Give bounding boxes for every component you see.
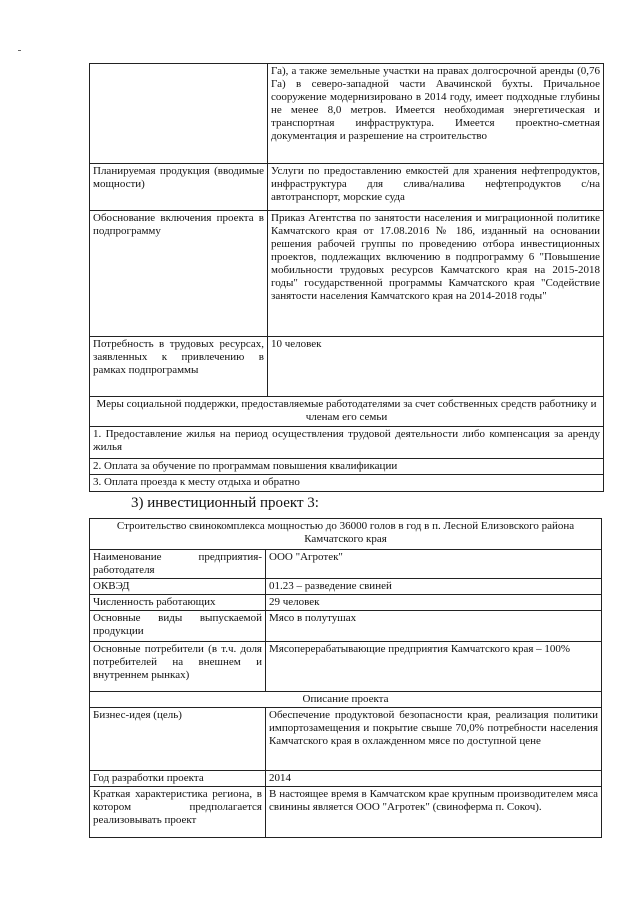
- table-row: [90, 475, 604, 492]
- row-value: Приказ Агентства по занятости населения и миграционной политике Камчатского края от 17.08.2016 № 186, изданный на основании решения рабочей группы по проведению отбора инвестиционных проектов, подлежащих включению в подпрограмму 6 "Повышение мобильности трудовых ресурсов Камчатского края на 2015-2018 годы" государственной программы Камчатского края "Содействие занятости населения Камчатского края на 2014-2018 годы": [268, 211, 604, 337]
- table-row: [90, 708, 602, 771]
- table-row: [90, 642, 602, 692]
- project-2-table: [89, 63, 604, 492]
- row-value: 10 человек: [268, 337, 604, 397]
- row-value: В настоящее время в Камчатском крае крупным производителем мяса свинины является ООО "Агротек" (свиноферма п. Сокоч).: [266, 787, 602, 838]
- row-label: ОКВЭД: [90, 579, 266, 595]
- row-value: ООО "Агротек": [266, 550, 602, 579]
- table-row: [90, 337, 604, 397]
- list-item: 3. Оплата проезда к месту отдыха и обратно: [90, 475, 604, 492]
- table-row: [90, 611, 602, 642]
- section-header: Меры социальной поддержки, предоставляемые работодателями за счет собственных средств работнику и членам его семьи: [90, 397, 604, 427]
- table-row: [90, 550, 602, 579]
- row-label: Основные потребители (в т.ч. доля потребителей на внешнем и внутреннем рынках): [90, 642, 266, 692]
- row-label: Наименование предприятия-работодателя: [90, 550, 266, 579]
- table-row: [90, 427, 604, 459]
- table-row: [90, 692, 602, 708]
- table-row: [90, 771, 602, 787]
- row-label: Планируемая продукция (вводимые мощности): [90, 164, 268, 211]
- list-item: 1. Предоставление жилья на период осуществления трудовой деятельности либо компенсация за аренду жилья: [90, 427, 604, 459]
- row-label: Обоснование включения проекта в подпрограмму: [90, 211, 268, 337]
- row-label: Краткая характеристика региона, в котором предполагается реализовывать проект: [90, 787, 266, 838]
- section-header: Описание проекта: [90, 692, 602, 708]
- section-header: Строительство свинокомплекса мощностью до 36000 голов в год в п. Лесной Елизовского района Камчатского края: [90, 519, 602, 550]
- row-label: Основные виды выпускаемой продукции: [90, 611, 266, 642]
- row-label: Бизнес-идея (цель): [90, 708, 266, 771]
- row-value: Мясо в полутушах: [266, 611, 602, 642]
- row-value: Мясоперерабатывающие предприятия Камчатского края – 100%: [266, 642, 602, 692]
- row-value: 01.23 – разведение свиней: [266, 579, 602, 595]
- row-value: Га), а также земельные участки на правах долгосрочной аренды (0,76 Га) в северо-западной части Авачинской бухты. Причальное сооружение модернизировано в 2014 году, имеет подходные глубины не менее 8,0 метров. Имеется необходимая энергетическая и транспортная инфраструктура. Имеется проектно-сметная документация и разрешение на строительство: [268, 64, 604, 164]
- scan-mark: [18, 50, 21, 51]
- project-3-table: [89, 518, 602, 838]
- table-row: [90, 397, 604, 427]
- row-label: Год разработки проекта: [90, 771, 266, 787]
- section-heading-project-3: 3) инвестиционный проект 3:: [131, 495, 319, 511]
- table-row: [90, 595, 602, 611]
- row-label: Численность работающих: [90, 595, 266, 611]
- table-row: [90, 164, 604, 211]
- table-row: [90, 519, 602, 550]
- table-row: [90, 579, 602, 595]
- row-value: Услуги по предоставлению емкостей для хранения нефтепродуктов, инфраструктура для слива/налива нефтепродуктов с/на автотранспорт, морские суда: [268, 164, 604, 211]
- table-row: [90, 211, 604, 337]
- row-label: [90, 64, 268, 164]
- row-label: Потребность в трудовых ресурсах, заявленных к привлечению в рамках подпрограммы: [90, 337, 268, 397]
- table-row: [90, 459, 604, 475]
- table-row: [90, 787, 602, 838]
- row-value: Обеспечение продуктовой безопасности края, реализация политики импортозамещения и покрытие свыше 70,0% потребности населения Камчатского края в охлажденном мясе по доступной цене: [266, 708, 602, 771]
- row-value: 2014: [266, 771, 602, 787]
- table-row: [90, 64, 604, 164]
- list-item: 2. Оплата за обучение по программам повышения квалификации: [90, 459, 604, 475]
- row-value: 29 человек: [266, 595, 602, 611]
